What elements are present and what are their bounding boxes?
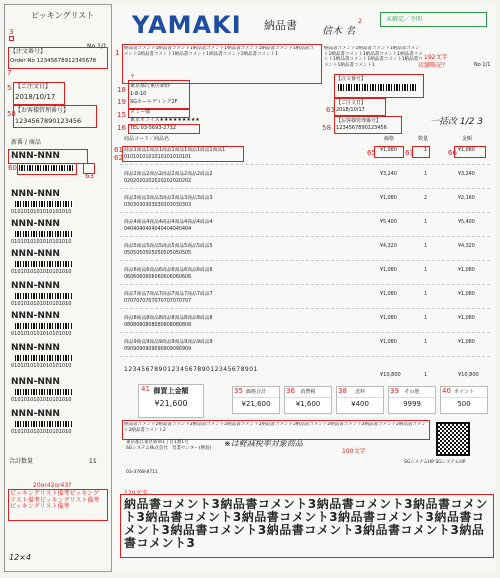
barcode (15, 389, 73, 395)
item-qty: 1 (424, 340, 428, 345)
red-number: 2 (358, 18, 362, 25)
item-code: NNN-NNN (11, 343, 60, 353)
qr-caption: SGシステムHP SGシステムHP (404, 460, 466, 465)
summary-box (284, 386, 332, 414)
barcode (15, 201, 73, 207)
barcode-number: 0101010101010101010 (11, 209, 72, 215)
item-amount: ¥3,240 (458, 172, 475, 177)
barcode-number: 0101010101010101010 (11, 429, 72, 435)
item-code: 0707070707070707070707 (124, 299, 192, 304)
red-number: 36 (286, 387, 295, 395)
red-number: 63 (326, 106, 335, 114)
barcode-number: 0101010101010101010 (11, 239, 72, 245)
shop-tel: 03-3768-8711 (126, 470, 158, 475)
item-price: ¥1,080 (380, 292, 397, 297)
barcode-number: 0101010101010101010 (11, 301, 72, 307)
summary-box (388, 386, 436, 414)
row-divider (120, 308, 490, 309)
address-line: 東京都江東区新砂 (130, 83, 171, 89)
marker-box (9, 36, 14, 41)
item-amount: ¥1,080 (458, 316, 475, 321)
row-divider (120, 164, 490, 165)
note-100: 100文字 (342, 448, 366, 455)
summary-box (232, 386, 280, 414)
item-name: 商品2商品2商品2商品2商品2商品2商品2 (124, 172, 213, 177)
item-amount: ¥4,320 (458, 244, 475, 249)
item-amount: ¥1,080 (458, 268, 475, 273)
summary-value: 500 (457, 400, 471, 408)
invoice-page: No 1/1 (474, 62, 491, 68)
item-code: 0606060606060606060606 (124, 275, 192, 280)
summary-label: 消費税 (285, 387, 331, 398)
red-number: 7 (7, 69, 12, 77)
barcode (15, 231, 73, 237)
invoice (112, 4, 496, 570)
red-number: 61 (114, 146, 123, 154)
summary-label: その他 (389, 387, 435, 398)
customer-name: ダミー様 (130, 109, 151, 115)
total-box (138, 384, 204, 418)
red-number: 16 (117, 124, 126, 132)
customer-value: 1234567890123456 (15, 117, 82, 125)
barcode-number: 0101010101010101010 (11, 397, 72, 403)
red-number: 58 (322, 124, 331, 132)
item-name: 商品5商品5商品5商品5商品5商品5商品5 (124, 244, 213, 249)
shop-address: 東京都江東区新砂1丁目1番1号 (126, 440, 189, 445)
yamaki-logo: YAMAKI (132, 11, 242, 39)
order-date: 2018/10/17 (15, 93, 56, 101)
row-divider (120, 212, 490, 213)
item-qty: 2 (424, 196, 428, 201)
customer-value: 1234567890123456 (336, 125, 387, 131)
row-divider (120, 188, 490, 189)
item-amount: ¥1,080 (458, 148, 475, 153)
item-qty: 1 (424, 268, 428, 273)
red-number: 3 (9, 28, 14, 36)
picking-list (4, 4, 112, 572)
red-number: 18 (117, 86, 126, 94)
order-date-label: 【ご注文日】 (15, 83, 52, 90)
item-price: ¥4,320 (380, 244, 397, 249)
red-number: 63 (85, 172, 94, 180)
last-row-price: ¥10,800 (380, 372, 401, 378)
order-date-label: 【ご注文日】 (336, 100, 367, 106)
item-amount: ¥2,160 (458, 196, 475, 201)
total-label: 御買上金額 (153, 387, 189, 395)
comment2: 納品書コメント2納品書コメント2納品書コメント2納品書コメント2納品書コメント2納品書コメント2納品書コメント2納品書コメント2納品書コメント2納品書コメント2 (124, 422, 426, 433)
total-value: 11 (89, 458, 97, 465)
address-line: SGホールディング2F (130, 99, 178, 105)
summary-value: ¥400 (351, 400, 369, 408)
row-divider (120, 332, 490, 333)
item-code: 0808080808080808080808 (124, 323, 192, 328)
red-number: 5 (7, 84, 12, 92)
row-marker (412, 146, 430, 158)
note-192: 192文字 (424, 54, 448, 61)
item-name: 商品9商品9商品9商品9商品9商品9商品9 (124, 340, 213, 345)
summary-label: 価格合計 (233, 387, 279, 398)
last-row-code: 1234567890123456789012345678901 (124, 366, 258, 373)
barcode (19, 165, 73, 171)
item-price: ¥5,400 (380, 220, 397, 225)
item-amount: ¥1,080 (458, 340, 475, 345)
item-code: NNN-NNN (11, 281, 60, 291)
summary-box (336, 386, 384, 414)
picking-page: No 1/1 (87, 43, 107, 50)
picking-title: ピッキングリスト (31, 11, 95, 20)
red-number: 40 (442, 387, 451, 395)
summary-value: ¥21,600 (241, 400, 271, 408)
summary-value: 9999 (403, 400, 421, 408)
total-value: ¥21,600 (154, 399, 188, 408)
item-price: ¥1,080 (380, 340, 397, 345)
tel: TEL 03-5693-2732 (130, 125, 177, 131)
shop-sub: 営業センター(勝島) (172, 446, 212, 451)
item-code: NNN-NNN (11, 377, 60, 387)
red-number: 39 (390, 387, 399, 395)
item-code: 0505050505050505050505 (124, 251, 192, 256)
item-price: ¥1,080 (380, 268, 397, 273)
item-code: NNN-NNN (11, 151, 60, 161)
item-name: 商品7商品7商品7商品7商品7商品7商品7 (124, 292, 213, 297)
barcode-number: 0101010101010101010 (11, 269, 72, 275)
column-header: 新番 / 商品 (11, 139, 41, 146)
item-qty: 1 (424, 292, 428, 297)
item-name: 商品8商品8商品8商品8商品8商品8商品8 (124, 316, 213, 321)
shop-name: SGシステム株式会社 (126, 446, 168, 451)
item-amount: ¥1,080 (458, 292, 475, 297)
row-divider (120, 260, 490, 261)
handwriting: 12×4 (9, 553, 31, 562)
item-qty: 1 (424, 220, 428, 225)
red-number: 65 (367, 149, 376, 157)
barcode-number: 0101010101010101010 (11, 331, 72, 337)
summary-box (440, 386, 488, 414)
col-qty: 数量 (418, 136, 429, 142)
item-code: NNN-NNN (11, 219, 60, 229)
order-value: Order No 12345678912345678 (10, 58, 97, 64)
item-price: ¥1,080 (380, 196, 397, 201)
item-code: NNN-NNN (11, 311, 60, 321)
postal-label: 〒 (130, 74, 136, 80)
item-amount: ¥5,400 (458, 220, 475, 225)
order-date: 2018/10/17 (336, 107, 365, 113)
item-qty: 1 (424, 148, 428, 153)
address-line: 1-8-10 (130, 91, 147, 97)
item-name: 商品4商品4商品4商品4商品4商品4商品4 (124, 220, 213, 225)
item-code: 0303030303030303030303 (124, 203, 192, 208)
item-name: 商品1商品1商品1商品1商品1商品1商品1商品1 (124, 148, 226, 153)
row-divider (120, 236, 490, 237)
barcode-number: 0101010101010101010 (11, 363, 72, 369)
red-number: 63 (405, 149, 414, 157)
item-qty: 1 (424, 316, 428, 321)
note-abbr: 店舗略記? (418, 62, 446, 69)
col-item: 商品コード／商品名 (124, 136, 170, 142)
item-qty: 1 (424, 172, 428, 177)
order-barcode (338, 84, 418, 91)
comment3: 納品書コメント3納品書コメント3納品書コメント3納品書コメント3納品書コメント3納品書コメント3納品書コメント3納品書コメント3納品書コメント3納品書コメント3納品書コメント3納品書コメント3 (124, 498, 489, 550)
barcode (15, 261, 73, 267)
item-qty: 1 (424, 244, 428, 249)
row-marker (374, 146, 404, 158)
qr-code (436, 422, 470, 456)
barcode (15, 293, 73, 299)
item-code: 0101010101010101010101 (124, 155, 192, 160)
item-price: ¥1,080 (380, 316, 397, 321)
red-number: 41 (141, 385, 150, 393)
item-price: ¥3,240 (380, 172, 397, 177)
company-name: 東京オフィス★★★★★★★★★ (130, 117, 200, 123)
summary-label: 送料 (337, 387, 383, 398)
customer-label: 【お客様管理番号】 (15, 107, 70, 114)
row-divider (120, 356, 490, 357)
row-divider (120, 284, 490, 285)
status-box: 未確定／不明 (380, 12, 487, 27)
red-number: 35 (234, 387, 243, 395)
order-label: 【注文番号】 (10, 48, 47, 55)
note-120: 120文字 (124, 490, 148, 497)
item-code: NNN-NNN (11, 409, 60, 419)
note-text: ピッキングリスト備考ピッキングリスト備考ピッキングリスト備考ピッキングリスト備考 (10, 490, 100, 510)
summary-label: ポイント (441, 387, 487, 398)
item-code: NNN-NNN (11, 189, 60, 199)
barcode (15, 323, 73, 329)
red-number: 19 (117, 98, 126, 106)
red-number: 60 (8, 164, 17, 172)
tax-note: ※は軽減税率対象商品 (224, 439, 303, 448)
item-name: 商品3商品3商品3商品3商品3商品3商品3 (124, 196, 213, 201)
item-price: ¥1,080 (380, 148, 397, 153)
item-code: 0404040404040404040404 (124, 227, 192, 232)
item-code: 0202020202020202020202 (124, 179, 192, 184)
item-code: NNN-NNN (11, 249, 60, 259)
last-row-qty: 1 (424, 372, 428, 378)
item-code: 0909090909090909090909 (124, 347, 192, 352)
red-number: 58 (7, 110, 16, 118)
barcode (15, 421, 73, 427)
note-question: 20or42or43? (33, 482, 72, 489)
customer-label: 【お客様管理番号】 (336, 118, 382, 124)
row-marker (122, 146, 244, 162)
red-number: 15 (117, 111, 126, 119)
total-label: 合計数量 (9, 458, 34, 465)
invoice-title: 納品書 (264, 19, 297, 32)
red-number: 1 (115, 49, 120, 57)
red-number: 38 (338, 387, 347, 395)
row-marker (454, 146, 486, 158)
red-number: 62 (114, 154, 123, 162)
order-no-label: 【注文番号】 (336, 76, 367, 82)
item-name: 商品6商品6商品6商品6商品6商品6商品6 (124, 268, 213, 273)
barcode (15, 355, 73, 361)
col-amount: 金額 (462, 136, 473, 142)
col-price: 価格 (384, 136, 395, 142)
last-row-amount: ¥10,800 (458, 372, 479, 378)
handwritten-mark: 一括改 1/2 3 (430, 117, 483, 127)
handwritten-name: 信木 名 (322, 26, 356, 37)
comment-top-cont: 納品書コメント1納品書コメント1納品書コメント1納品書コメント1納品書コメント1納品書コメント1納品書コメント1納品書コメント1納品書コメント1納品書コメント1 (324, 46, 423, 68)
summary-value: ¥1,600 (295, 400, 321, 408)
comment-top: 納品書コメント1納品書コメント1納品書コメント1納品書コメント1納品書コメント1納品書コメント1納品書コメント1納品書コメント1納品書コメント1納品書コメント1 (124, 46, 314, 57)
red-number: 66 (448, 149, 457, 157)
